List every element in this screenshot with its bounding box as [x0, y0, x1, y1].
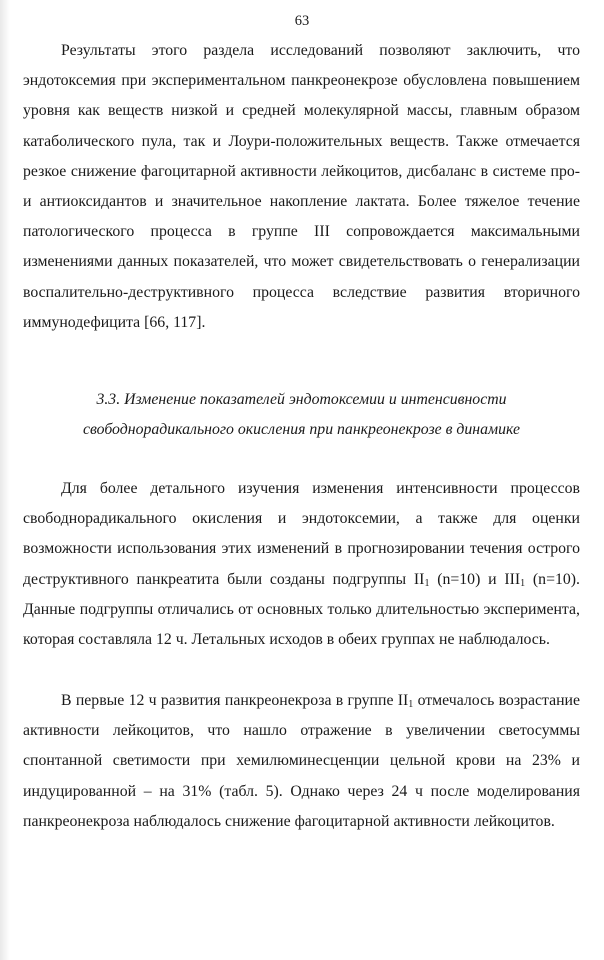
paragraph-subgroups: [23, 474, 580, 655]
paragraph-subgroups-text-3: (n=10). Данные подгруппы отличались от основных только длительностью эксперимента, которая составляла 12 ч. Летальных исходов в обеих группах не наблюдалось.: [23, 570, 580, 649]
paragraph-subgroups-text-1: Для более детального изучения изменения интенсивности процессов свободнорадикального окисления и эндотоксемии, а также для оценки возможности использования этих изменений в прогнозировании течения острого деструктивного панкреатита были созданы подгруппы II: [23, 480, 580, 588]
paragraph-results-text-1: В первые 12 ч развития панкреонекроза в группе II: [61, 692, 409, 709]
paragraph-subgroups-text-2: (n=10) и III: [429, 570, 521, 588]
scan-edge-shadow: [0, 0, 10, 960]
paragraph-results-text-2: отмечалось возрастание активности лейкоцитов, что нашло отражение в увеличении светосуммы спонтанной светимости при хемилюминесценции цельной крови на 23% и индуцированной – на 31% (табл. 5). Однако через 24 ч после моделирования панкреонекроза наблюдалось снижение фагоцитарной активности лейкоцитов.: [23, 692, 581, 830]
section-heading-line-2: свободнорадикального окисления при панкреонекрозе в динамике: [82, 421, 521, 438]
paragraph-results: [23, 686, 580, 837]
page-number: 63: [294, 13, 310, 29]
subscript-1: 1: [408, 699, 414, 710]
subscript-1: 1: [520, 577, 526, 589]
subscript-1: 1: [424, 577, 430, 589]
paragraph-conclusion: [23, 36, 580, 338]
paragraph-conclusion-text: Результаты этого раздела исследований позволяют заключить, что эндотоксемия при экспериментальном панкреонекрозе обусловлена повышением уровня как веществ низкой и средней молекулярной массы, главным образом катаболического пула, так и Лоури-положительных веществ. Также отмечается резкое снижение фагоцитарной активности лейкоцитов, дисбаланс в системе про- и антиоксидантов и значительное накопление лактата. Более тяжелое течение патологического процесса в группе III сопровождается максимальными изменениями данных показателей, что может свидетельствовать о генерализации воспалительно-деструктивного процесса вследствие развития вторичного иммунодефицита [66, 117].: [23, 42, 580, 331]
section-heading: [23, 385, 580, 445]
section-heading-line-1: 3.3. Изменение показателей эндотоксемии и интенсивности: [96, 391, 507, 408]
